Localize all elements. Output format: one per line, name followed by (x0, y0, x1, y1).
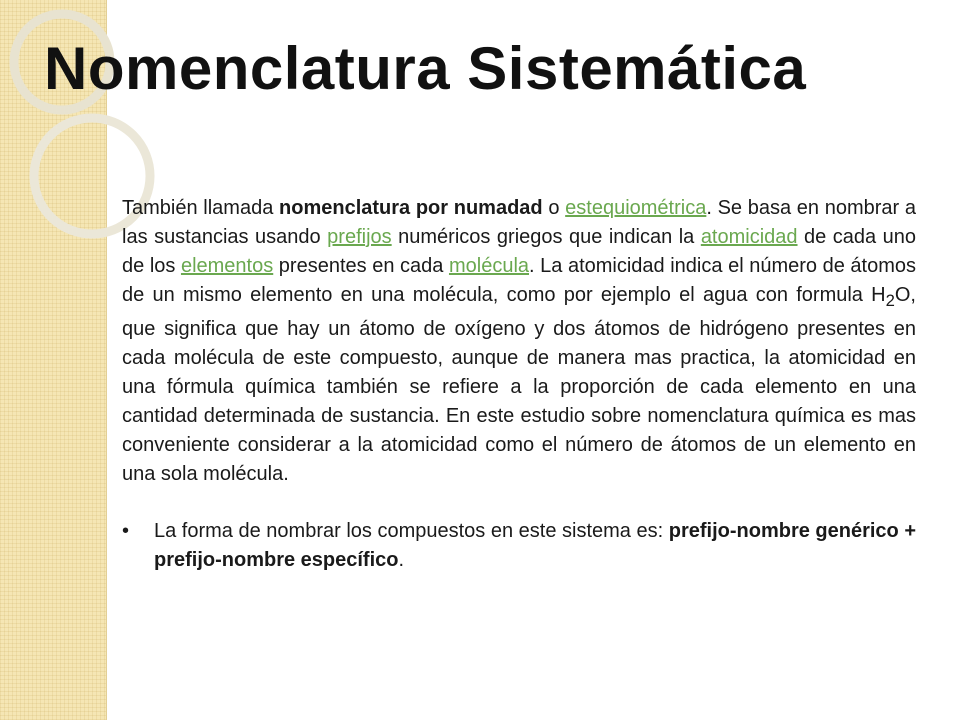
bullet-bold-text: prefijo-nombre genérico + prefijo-nombre específico (154, 520, 917, 571)
paragraph-text: o (542, 197, 566, 219)
link-molecula[interactable]: molécula (448, 255, 530, 277)
paragraph-text: numéricos griegos que indican la (391, 226, 701, 248)
bullet-item (122, 517, 916, 575)
bold-term: nomenclatura por numadad (279, 197, 543, 219)
link-elementos[interactable]: elementos (180, 255, 274, 277)
paragraph-text: . La atomicidad indica el número de átomos de un mismo elemento en una molécula, como por ejemplo el agua con formula H (122, 255, 916, 306)
paragraph-text: presentes en cada (273, 255, 449, 277)
slide-content (122, 194, 916, 575)
subscript-two: 2 (885, 291, 895, 310)
link-atomicidad[interactable]: atomicidad (700, 226, 798, 248)
bullet-text: . (398, 549, 405, 571)
link-prefijos[interactable]: prefijos (327, 226, 392, 248)
bullet-list (122, 517, 916, 575)
bullet-text: La forma de nombrar los compuestos en este sistema es: (154, 520, 669, 542)
slide-title: Nomenclatura Sistemática (44, 35, 807, 102)
paragraph-text: . Se basa en nombrar a las sustancias usando (122, 197, 917, 248)
paragraph-text: También llamada (122, 197, 280, 219)
paragraph-text: O, que significa que hay un átomo de oxígeno y dos átomos de hidrógeno presentes en cada molécula de este compuesto, aunque de manera mas practica, la atomicidad en una fórmula química también se refiere a la proporción de cada elemento en una cantidad determinada de sustancia. En este estudio sobre nomenclatura química es mas conveniente considerar a la atomicidad como el número de átomos de un elemento en una sola molécula. (122, 284, 916, 485)
link-estequiometrica[interactable]: estequiométrica (565, 197, 707, 219)
bullet-icon: • (122, 520, 130, 542)
main-paragraph (122, 194, 916, 489)
paragraph-text: de cada uno de los (122, 226, 917, 277)
